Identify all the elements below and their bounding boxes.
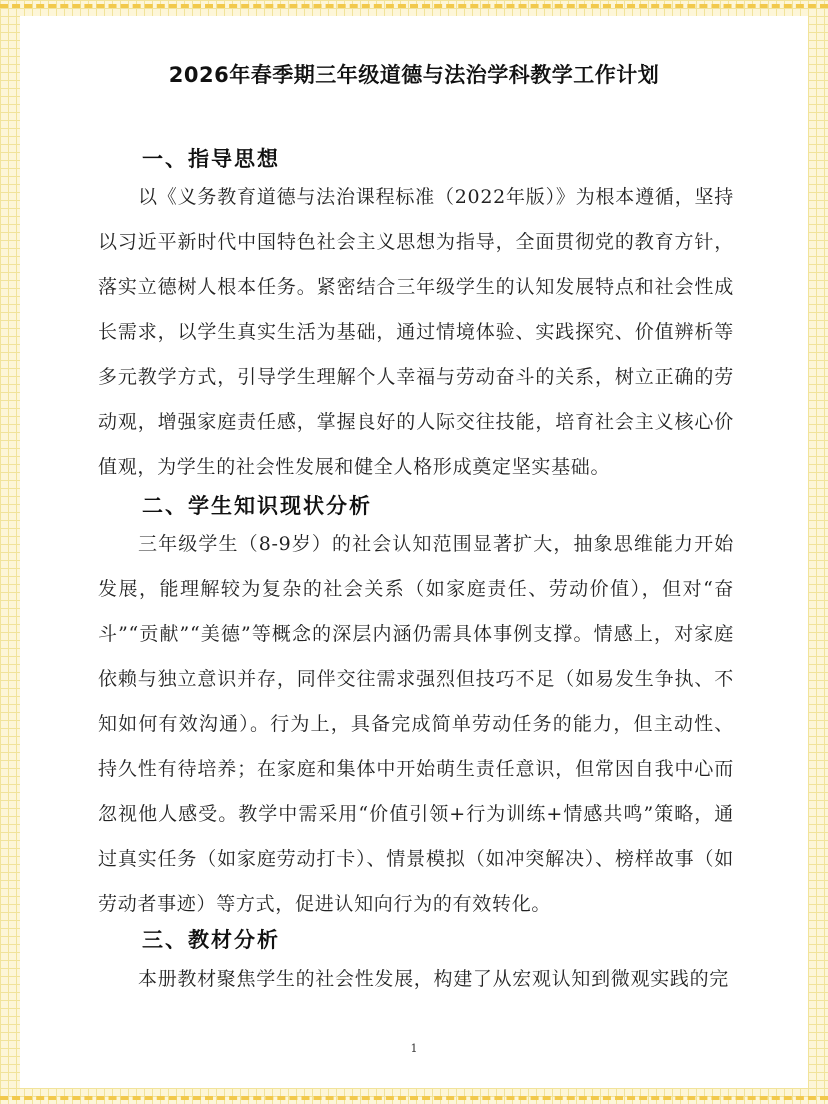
section-heading-textbook-analysis: 三、教材分析 — [142, 928, 280, 952]
document-page — [20, 16, 808, 1088]
section-paragraph-student-analysis: 三年级学生（8-9岁）的社会认知范围显著扩大，抽象思维能力开始发展，能理解较为复杂的社会关系（如家庭责任、劳动价值），但对“奋斗”“贡献”“美德”等概念的深层内涵仍需具体事例支撑。情感上，对家庭依赖与独立意识并存，同伴交往需求强烈但技巧不足（如易发生争执、不知如何有效沟通）。行为上，具备完成简单劳动任务的能力，但主动性、持久性有待培养；在家庭和集体中开始萌生责任意识，但常因自我中心而忽视他人感受。教学中需采用“价值引领+行为训练+情感共鸣”策略，通过真实任务（如家庭劳动打卡）、情景模拟（如冲突解决）、榜样故事（如劳动者事迹）等方式，促进认知向行为的有效转化。 — [98, 533, 734, 915]
section-paragraph-textbook-analysis: 本册教材聚焦学生的社会性发展，构建了从宏观认知到微观实践的完 — [138, 968, 730, 990]
section-paragraph-guiding-ideology: 以《义务教育道德与法治课程标准（2022年版）》为根本遵循，坚持以习近平新时代中国特色社会主义思想为指导，全面贯彻党的教育方针，落实立德树人根本任务。紧密结合三年级学生的认知发展特点和社会性成长需求，以学生真实生活为基础，通过情境体验、实践探究、价值辨析等多元教学方式，引导学生理解个人幸福与劳动奋斗的关系，树立正确的劳动观，增强家庭责任感，掌握良好的人际交往技能，培育社会主义核心价值观，为学生的社会性发展和健全人格形成奠定坚实基础。 — [98, 186, 734, 478]
top-dashed-border — [0, 4, 828, 8]
page-number: 1 — [410, 1042, 418, 1055]
section-heading-student-analysis: 二、学生知识现状分析 — [142, 494, 372, 518]
section-heading-guiding-ideology: 一、指导思想 — [142, 147, 280, 171]
document-title: 2026年春季期三年级道德与法治学科教学工作计划 — [168, 63, 660, 87]
bottom-dashed-border — [0, 1096, 828, 1100]
